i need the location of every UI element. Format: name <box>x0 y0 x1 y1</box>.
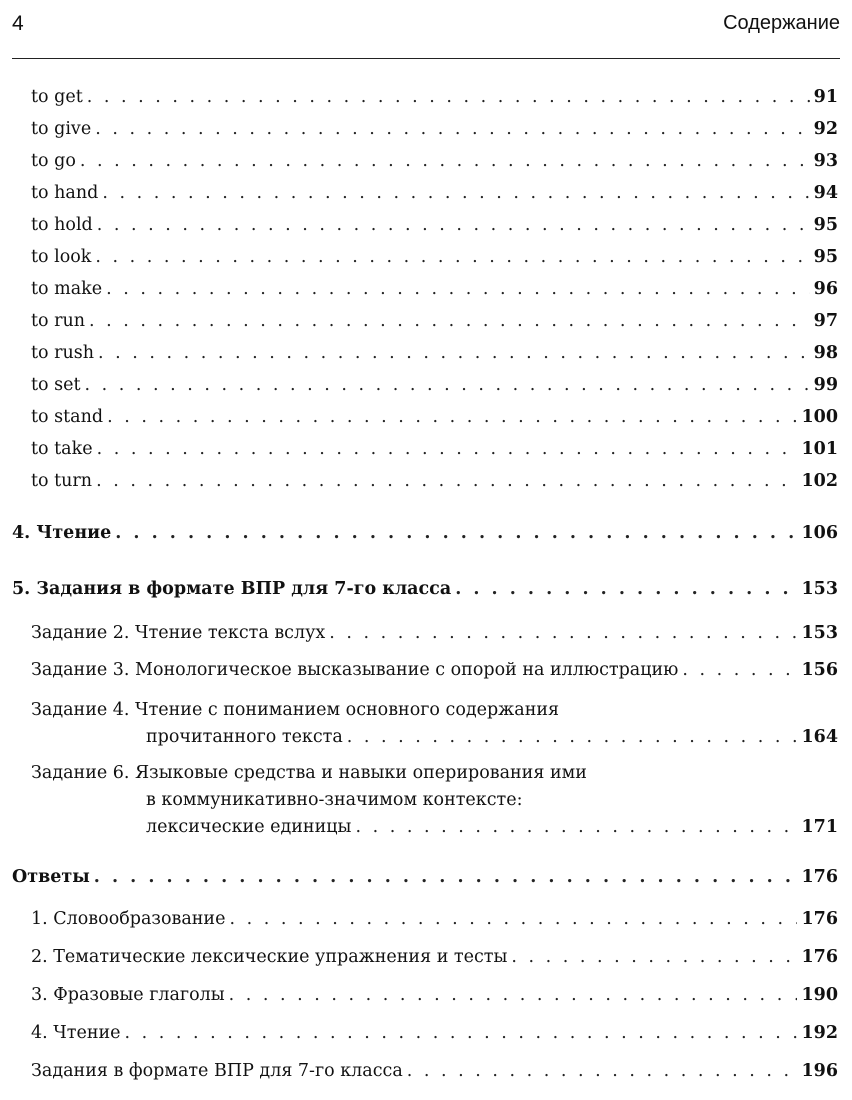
toc-entry-page: 101 <box>801 439 838 459</box>
toc-entry-to-rush[interactable] <box>31 340 838 367</box>
dot-leader <box>94 864 798 891</box>
toc-entry-page: 176 <box>801 867 838 887</box>
dot-leader <box>89 308 810 335</box>
toc-entry-to-hand[interactable] <box>31 180 838 207</box>
toc-entry-page: 176 <box>801 947 838 967</box>
toc-entry-to-hold[interactable] <box>31 212 838 239</box>
toc-entry-label: to hand <box>31 183 99 203</box>
toc-entry-label: to stand <box>31 407 104 427</box>
dot-leader <box>229 982 798 1009</box>
toc-entry-label: to set <box>31 375 81 395</box>
toc-entry-label: 2. Тематические лексические упражнения и тесты <box>31 947 508 967</box>
toc-entry-task-6[interactable] <box>31 760 838 841</box>
toc-entry-page: 171 <box>801 817 838 837</box>
toc-entry-label: Задания в формате ВПР для 7-го класса <box>31 1061 403 1081</box>
toc-entry-label-line: Задание 6. Языковые средства и навыки оперирования ими <box>31 763 587 783</box>
dot-leader <box>355 814 797 841</box>
page-number: 4 <box>12 12 24 35</box>
toc-entry-page: 153 <box>801 579 838 599</box>
toc-entry-page: 106 <box>801 523 838 543</box>
toc-entry-label: to make <box>31 279 103 299</box>
toc-entry-task-3[interactable] <box>31 657 838 684</box>
toc-entry-answers-phrasal-verbs[interactable] <box>31 982 838 1009</box>
running-head: Содержание <box>723 12 840 34</box>
toc-entry-answers-vpr[interactable] <box>31 1058 838 1085</box>
dot-leader <box>95 244 809 271</box>
dot-leader <box>102 180 809 207</box>
toc-entry-to-turn[interactable] <box>31 468 838 495</box>
toc-entry-page: 156 <box>801 660 838 680</box>
toc-entry-label: to get <box>31 87 83 107</box>
dot-leader <box>85 372 810 399</box>
toc-entry-page: 92 <box>813 119 838 139</box>
toc-entry-to-give[interactable] <box>31 116 838 143</box>
toc-entry-task-4[interactable] <box>31 697 838 751</box>
toc-entry-page: 176 <box>801 909 838 929</box>
toc-entry-page: 98 <box>813 343 838 363</box>
toc-entry-label-line: Задание 4. Чтение с пониманием основного содержания <box>31 700 560 720</box>
dot-leader <box>107 404 797 431</box>
toc-entry-label: 1. Словообразование <box>31 909 226 929</box>
dot-leader <box>95 116 809 143</box>
toc-entry-label-line: прочитанного текста <box>146 727 343 747</box>
dot-leader <box>106 276 810 303</box>
toc-entry-label-line: в коммуникативно-значимом контексте: <box>146 790 523 810</box>
dot-leader <box>229 906 797 933</box>
toc-section-reading[interactable] <box>12 520 838 547</box>
toc-entry-to-go[interactable] <box>31 148 838 175</box>
toc-entry-page: 91 <box>813 87 838 107</box>
dot-leader <box>96 468 797 495</box>
toc-entry-page: 99 <box>813 375 838 395</box>
dot-leader <box>98 340 810 367</box>
toc-entry-label: to take <box>31 439 93 459</box>
toc-entry-to-run[interactable] <box>31 308 838 335</box>
page-header <box>12 12 840 42</box>
dot-leader <box>125 1020 798 1047</box>
dot-leader <box>407 1058 798 1085</box>
toc-entry-answers-lexical-tests[interactable] <box>31 944 838 971</box>
dot-leader <box>682 657 797 684</box>
toc-section-vpr[interactable] <box>12 576 838 603</box>
toc-entry-label: to look <box>31 247 92 267</box>
toc-entry-answers-word-formation[interactable] <box>31 906 838 933</box>
toc-entry-to-get[interactable] <box>31 84 838 111</box>
toc-entry-page: 190 <box>801 985 838 1005</box>
toc-entry-label: to go <box>31 151 76 171</box>
toc-entry-label: 3. Фразовые глаголы <box>31 985 225 1005</box>
header-rule <box>12 58 840 59</box>
toc-entry-page: 96 <box>813 279 838 299</box>
toc-entry-page: 97 <box>813 311 838 331</box>
toc-entry-to-take[interactable] <box>31 436 838 463</box>
dot-leader <box>455 576 797 603</box>
dot-leader <box>511 944 797 971</box>
toc-entry-label: to hold <box>31 215 93 235</box>
toc-entry-label: Задание 3. Монологическое высказывание с опорой на иллюстрацию <box>31 660 679 680</box>
toc-entry-to-stand[interactable] <box>31 404 838 431</box>
toc-entry-answers-reading[interactable] <box>31 1020 838 1047</box>
toc-entry-task-2[interactable] <box>31 620 838 647</box>
dot-leader <box>87 84 810 111</box>
toc-entry-label: to give <box>31 119 92 139</box>
toc-entry-label: to run <box>31 311 86 331</box>
dot-leader <box>329 620 797 647</box>
toc-entry-label: to turn <box>31 471 93 491</box>
dot-leader <box>97 212 810 239</box>
toc-section-answers[interactable] <box>12 864 838 891</box>
toc-entry-page: 100 <box>801 407 838 427</box>
dot-leader <box>80 148 810 175</box>
toc-entry-label: to rush <box>31 343 95 363</box>
toc-entry-label: Ответы <box>12 867 90 887</box>
toc-entry-label: 5. Задания в формате ВПР для 7-го класса <box>12 579 452 599</box>
toc-entry-page: 93 <box>813 151 838 171</box>
toc-entry-label: Задание 2. Чтение текста вслух <box>31 623 326 643</box>
toc-entry-page: 95 <box>813 247 838 267</box>
dot-leader <box>115 520 797 547</box>
toc-entry-page: 95 <box>813 215 838 235</box>
toc-entry-page: 192 <box>801 1023 838 1043</box>
toc-entry-page: 153 <box>801 623 838 643</box>
toc-entry-page: 102 <box>801 471 838 491</box>
dot-leader <box>347 724 798 751</box>
toc-entry-page: 94 <box>813 183 838 203</box>
toc-entry-to-look[interactable] <box>31 244 838 271</box>
toc-entry-label-line: лексические единицы <box>146 817 352 837</box>
dot-leader <box>97 436 798 463</box>
toc-entry-page: 196 <box>801 1061 838 1081</box>
toc-entry-label: 4. Чтение <box>12 523 112 543</box>
toc-entry-to-set[interactable] <box>31 372 838 399</box>
toc-entry-to-make[interactable] <box>31 276 838 303</box>
toc-entry-page: 164 <box>801 727 838 747</box>
toc-entry-label: 4. Чтение <box>31 1023 121 1043</box>
